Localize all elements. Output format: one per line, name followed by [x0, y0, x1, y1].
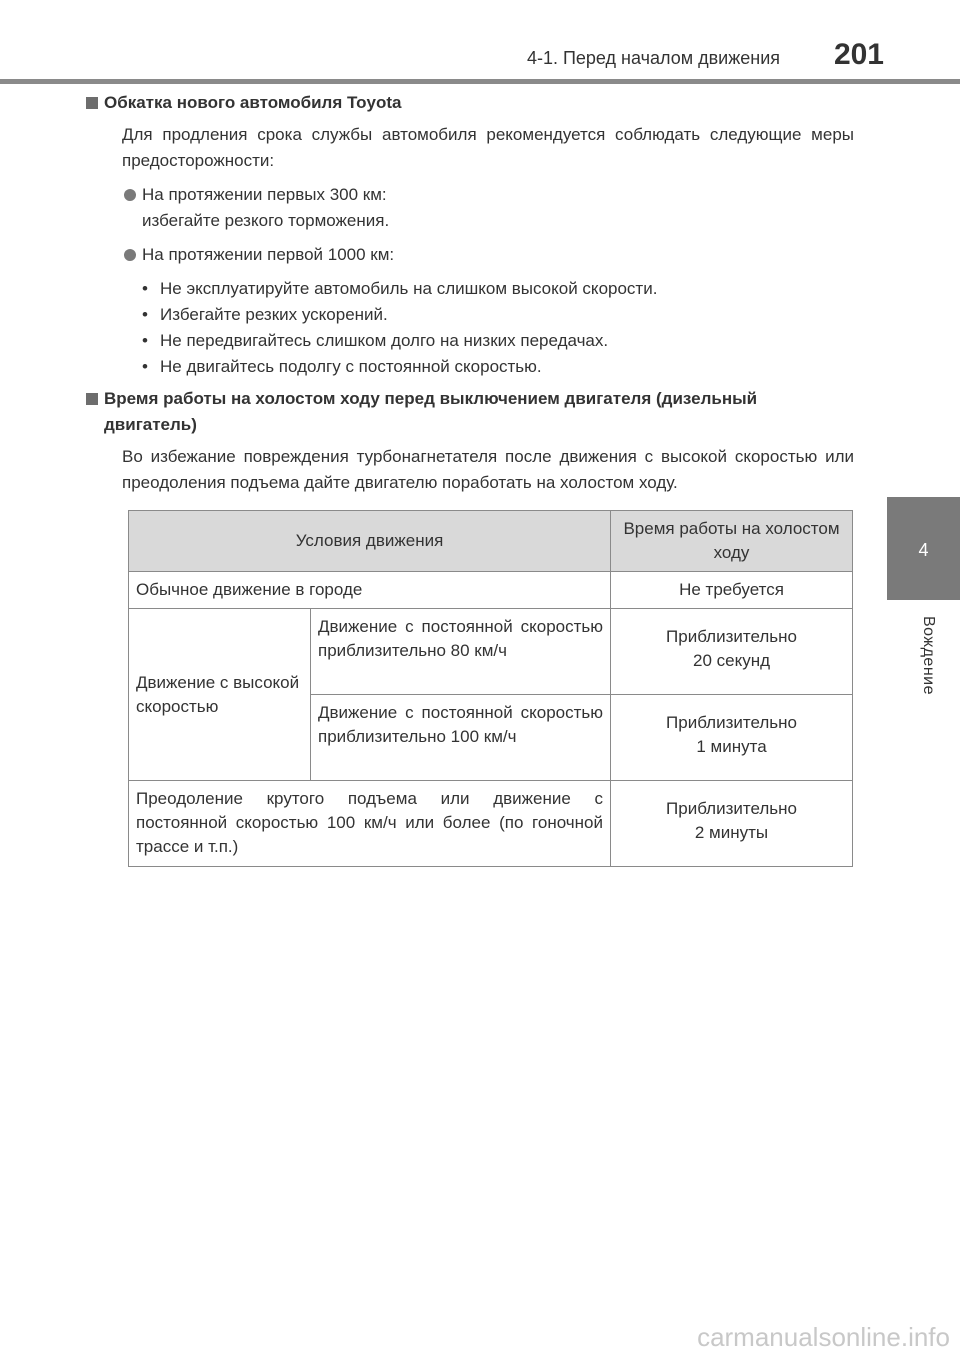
- list-item: • Не передвигайтесь слишком долго на низких передачах.: [142, 331, 609, 350]
- cell-condition: Движение с постоянной скоростью приблизительно 80 км/ч: [311, 609, 611, 695]
- cell-time: Приблизительно 20 секунд: [611, 609, 853, 695]
- circle-bullet-icon: [124, 189, 136, 201]
- bullet-text: На протяжении первой 1000 км:: [142, 245, 395, 264]
- list-item: • Избегайте резких ускорений.: [142, 305, 388, 324]
- header-line: [0, 79, 960, 84]
- table-row: [129, 781, 853, 867]
- bullet-text: На протяжении первых 300 км:: [142, 185, 387, 204]
- circle-bullet-icon: [124, 249, 136, 261]
- list-item: • Не двигайтесь подолгу с постоянной скоростью.: [142, 357, 542, 376]
- cell-condition: Движение с постоянной скоростью приблизительно 100 км/ч: [311, 695, 611, 781]
- cell-time: Не требуется: [611, 572, 853, 609]
- table-header-row: [129, 511, 853, 572]
- section-heading-text: Время работы на холостом ходу перед выключением двигателя (дизельный двигатель): [104, 389, 758, 434]
- idle-paragraph: Во избежание повреждения турбонагнетателя после движения с высокой скоростью или преодоления подъема дайте двигателю поработать на холостом ходу.: [122, 447, 854, 492]
- cell-time: Приблизительно 2 минуты: [611, 781, 853, 867]
- cell-condition: Преодоление крутого подъема или движение с постоянной скоростью 100 км/ч или более (по гоночной трассе и т.п.): [129, 781, 611, 867]
- bullet-text: избегайте резкого торможения.: [142, 211, 390, 230]
- section-heading-break-in: [104, 90, 854, 116]
- square-bullet-icon: [86, 97, 98, 109]
- chapter-label: Вождение: [920, 616, 937, 695]
- idle-time-table: [128, 510, 853, 867]
- table-row: [129, 572, 853, 609]
- intro-paragraph: Для продления срока службы автомобиля рекомендуется соблюдать следующие меры предосторожности:: [122, 125, 854, 170]
- table-row: [129, 609, 853, 695]
- watermark: carmanualsonline.info: [697, 1322, 950, 1352]
- section-heading-text: Обкатка нового автомобиля Toyota: [104, 93, 402, 112]
- header-conditions: Условия движения: [129, 511, 611, 572]
- list-item: • Не эксплуатируйте автомобиль на слишком высокой скорости.: [142, 279, 658, 298]
- bullet-1000km: [104, 242, 854, 268]
- page-number: 201: [833, 38, 884, 71]
- chapter-number: 4: [918, 540, 929, 560]
- bullet-300km: [104, 182, 854, 234]
- header-idle-time: Время работы на холостом ходу: [611, 511, 853, 572]
- cell-high-speed-group: Движение с высокой скоростью: [129, 609, 311, 781]
- square-bullet-icon: [86, 393, 98, 405]
- cell-time: Приблизительно 1 минута: [611, 695, 853, 781]
- section-heading-idle: [104, 386, 854, 438]
- cell-condition: Обычное движение в городе: [129, 572, 611, 609]
- header-section-title: 4-1. Перед началом движения: [526, 48, 780, 68]
- main-content: [104, 90, 854, 496]
